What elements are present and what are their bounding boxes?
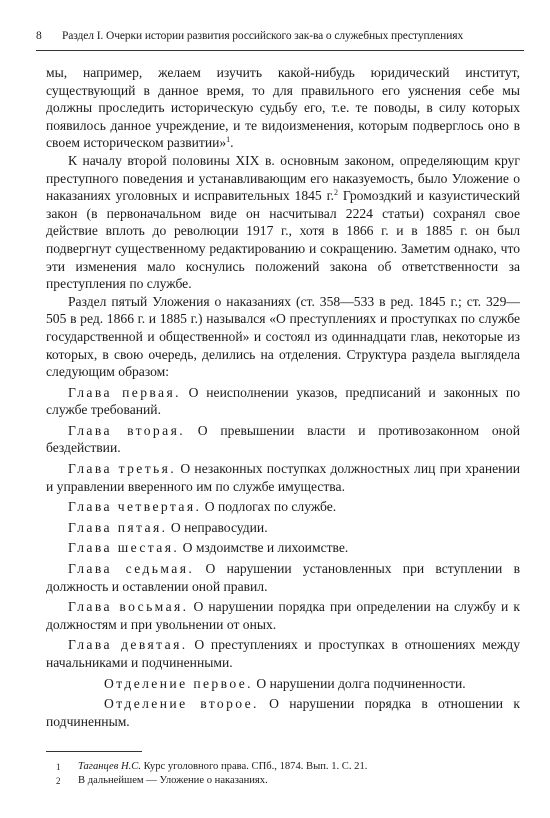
footnote-ref[interactable]: 2: [334, 188, 339, 198]
page-number: 8: [36, 30, 42, 42]
chapter-label: Глава третья.: [68, 461, 177, 477]
chapter-item: Глава пятая. О неправосудии.: [68, 519, 268, 535]
chapter-label: Глава седьмая.: [68, 561, 195, 577]
paragraph: К началу второй половины XIX в. основным законом, определяющим круг преступного поведения и устанавливающим его наказуемость, было Уложение о наказаниях уголовных и исправительных 1845 г.$^2$ Громоздкий и казуистический закон (в первоначальном виде он насчитывал 2224 статьи) сохранял свое действие вплоть до революции 1917 г., хотя в 1866 г. и в 1885 г. он был подвергнут существенному редактированию и сокращению. Заметим однако, что эти изменения мало коснулись положений закона об ответственности за преступления по службе.: [46, 152, 520, 292]
footnote-ref[interactable]: 1: [226, 135, 231, 145]
footnote: [46, 760, 520, 774]
running-title: Раздел I. Очерки истории развития российского зак-ва о служебных преступлениях: [62, 30, 464, 42]
footnote-author: Таганцев Н.С.: [78, 761, 142, 772]
footnotes: [46, 760, 520, 788]
chapter-item: Глава седьмая. О нарушении установленных при вступлении в должность и оставлении оной правил.: [46, 561, 520, 594]
department-item: Отделение первое. О нарушении долга подчиненности.: [104, 675, 466, 691]
chapter-label: Глава девятая.: [68, 637, 188, 653]
header-rule: [36, 50, 524, 51]
chapter-item: Глава четвертая. О подлогах по службе.: [68, 499, 337, 515]
footnote: [46, 774, 520, 788]
department-label: Отделение первое.: [104, 675, 253, 691]
footnote-number: 2: [56, 776, 61, 786]
chapter-label: Глава вторая.: [68, 422, 186, 438]
chapter-item: Глава вторая. О превышении власти и противозаконном оной бездействии.: [46, 422, 520, 456]
footnote-number: 1: [56, 762, 61, 772]
chapter-label: Глава четвертая.: [68, 499, 202, 515]
chapter-label: Глава восьмая.: [68, 599, 189, 615]
department-item: Отделение второе. О нарушении порядка в отношении к подчиненным.: [46, 696, 520, 729]
chapter-label: Глава пятая.: [68, 519, 168, 535]
footnote-text: В дальнейшем — Уложение о наказаниях.: [78, 775, 268, 786]
chapter-label: Глава первая.: [68, 384, 181, 400]
chapter-item: Глава третья. О незаконных поступках должностных лиц при хранении и управлении вверенного им по службе имущества.: [46, 461, 520, 494]
chapter-item: Глава восьмая. О нарушении порядка при определении на службу и к должностям и при увольнении от оных.: [46, 599, 520, 632]
main-text: [46, 64, 520, 730]
running-header: [36, 30, 524, 42]
department-label: Отделение второе.: [104, 696, 259, 712]
footnote-text: Курс уголовного права. СПб., 1874. Вып. 1. С. 21.: [141, 761, 368, 772]
chapter-item: Глава первая. О неисполнении указов, предписаний и законных по службе требований.: [46, 384, 520, 418]
chapter-item: Глава девятая. О преступлениях и проступках в отношениях между начальниками и подчиненными.: [46, 637, 520, 670]
footnote-rule: [46, 751, 142, 752]
chapter-label: Глава шестая.: [68, 540, 180, 556]
paragraph: Раздел пятый Уложения о наказаниях (ст. 358—533 в ред. 1845 г.; ст. 329—505 в ред. 1866 г. и 1885 г.) назывался «О преступлениях и проступках по службе государственной и общественной» и состоял из одиннадцати глав, некоторые из которых, в свою очередь, делились на отделения. Структура раздела выглядела следующим образом:: [46, 293, 520, 380]
chapter-item: Глава шестая. О мздоимстве и лихоимстве.: [68, 540, 349, 556]
paragraph: мы, например, желаем изучить какой-нибудь юридический институт, существующий в данное время, то для правильного его уяснения себе мы должны проследить историческую судьбу его, т.е. те поводы, в силу которых появилось данное учреждение, и те видоизменения, которым подверглось оно в своем историческом развитии»$^1$.: [46, 65, 520, 151]
